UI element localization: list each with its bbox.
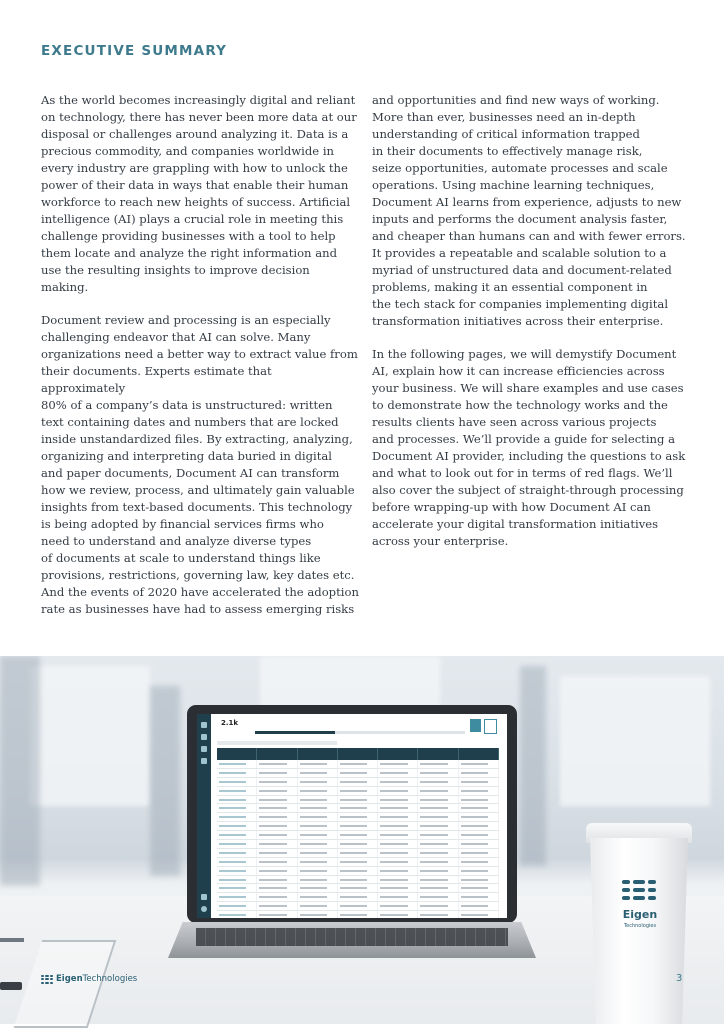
table-row[interactable] [217, 778, 499, 787]
table-row[interactable] [217, 796, 499, 805]
table-row[interactable] [217, 813, 499, 822]
table-row[interactable] [217, 849, 499, 858]
footer-logo [41, 973, 137, 985]
data-table [217, 748, 499, 918]
cup-brand-sub: Technologies [623, 923, 657, 929]
app-header [213, 717, 501, 741]
paragraph: As the world becomes increasingly digital and reliant on technology, there has never been more data at our disposal or challenges around analyzing it. Data is a precious commodity, and companies worldwide in every industry are grappling with how to unlock the power of their data in ways that enable their human workforce to reach new heights of success. Artificial intelligence (AI) plays a crucial role in meeting this challenge providing businesses with a tool to help them locate and analyze the right information and use the resulting insights to improve decision making. [41, 93, 357, 294]
table-row[interactable] [217, 831, 499, 840]
app-action-button[interactable] [470, 719, 481, 732]
keyboard [196, 928, 508, 946]
table-row[interactable] [217, 876, 499, 885]
footer-brand-bold: Eigen [56, 974, 83, 984]
table-row[interactable] [217, 787, 499, 796]
section-heading: EXECUTIVE SUMMARY [41, 43, 228, 59]
eigen-logo-icon [622, 880, 660, 908]
table-row[interactable] [217, 902, 499, 911]
table-row[interactable] [217, 884, 499, 893]
binder-clip [0, 982, 22, 990]
filter-bar[interactable] [217, 741, 337, 745]
page-number: 3 [676, 973, 683, 984]
document-count: 2.1k [221, 719, 239, 727]
cable [0, 938, 24, 942]
table-row[interactable] [217, 769, 499, 778]
table-row[interactable] [217, 840, 499, 849]
progress-bar [255, 731, 465, 734]
table-row[interactable] [217, 804, 499, 813]
table-row[interactable] [217, 760, 499, 769]
paragraph: In the following pages, we will demystify Document AI, explain how it can increase efficiencies across your business. We will share examples and use cases to demonstrate how the technology works and the results clients have seen across various projects and processes. We’ll provide a guide for selecting a Document AI provider, including the questions to ask and what to look out for in terms of red flags. We’ll also cover the subject of straight-through processing before wrapping-up with how Document AI can accelerate your digital transformation initiatives across your enterprise. [372, 347, 686, 548]
right-text-column [372, 92, 690, 566]
table-row[interactable] [217, 858, 499, 867]
footer-brand [56, 974, 137, 984]
paragraph: Document review and processing is an especially challenging endeavor that AI can solve. Many organizations need a better way to extract value from their documents. Experts estimate that approximately 80% of a company’s data is unstructured: written text containing dates and numbers that are locked inside unstandardized files. By extracting, analyzing, organizing and interpreting data buried in digital and paper documents, Document AI can transform how we review, process, and ultimately gain valuable insights from text-based documents. This technology is being adopted by financial services firms who need to understand and analyze diverse types of documents at scale to understand things like provisions, restrictions, governing law, key dates etc. And the events of 2020 have accelerated the adoption rate as businesses have had to assess emerging risks [41, 313, 359, 616]
table-header [217, 748, 499, 760]
left-text-column [41, 92, 359, 634]
table-row[interactable] [217, 822, 499, 831]
coffee-cup [590, 838, 688, 1024]
app-action-button[interactable] [484, 719, 497, 734]
laptop-screen [197, 714, 507, 918]
table-row[interactable] [217, 911, 499, 918]
eigen-logo-icon [41, 975, 53, 984]
paragraph: and opportunities and find new ways of working. More than ever, businesses need an in-depth understanding of critical information trapped in their documents to effectively manage risk, seize opportunities, automate processes and scale operations. Using machine learning techniques, Document AI learns from experience, adjusts to new inputs and performs the document analysis faster, and cheaper than humans can and with fewer errors. It provides a repeatable and scalable solution to a myriad of unstructured data and document-related problems, making it an essential component in the tech stack for companies implementing digital transformation initiatives across their enterprise. [372, 93, 686, 328]
cup-brand-name: Eigen [622, 908, 658, 921]
app-sidebar [197, 714, 211, 918]
table-row[interactable] [217, 893, 499, 902]
table-row[interactable] [217, 867, 499, 876]
footer-brand-rest: Technologies [82, 974, 138, 984]
